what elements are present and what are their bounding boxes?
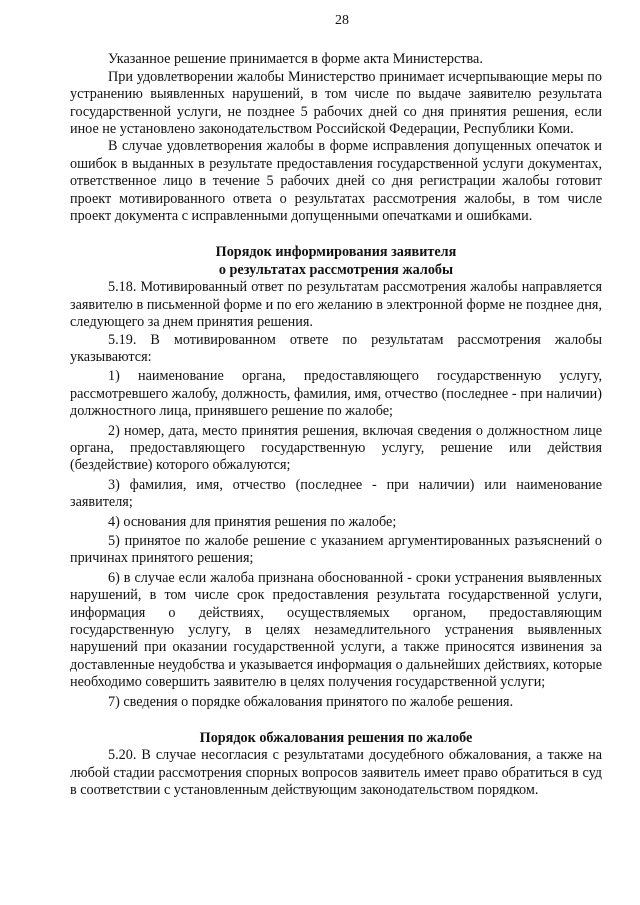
document-page [70, 12, 602, 800]
list-item: 5) принятое по жалобе решение с указанием аргументированных разъяснений о причинах принятого решения; [70, 532, 602, 567]
list-item: 6) в случае если жалоба признана обоснованной - сроки устранения выявленных нарушений, в том числе срок предоставления результата государственной услуги, информация о действиях, осуществляемых органом, предоставляющим государственную услугу, в целях незамедлительного устранения выявленных нарушений при оказании государственной услуги, а также приносятся извинения за доставленные неудобства и указывается информация о дальнейших действиях, которые необходимо совершить заявителю в целях получения государственной услуги; [70, 569, 602, 691]
paragraph-act-form: Указанное решение принимается в форме акта Министерства. [108, 51, 483, 68]
paragraph-5-20: 5.20. В случае несогласия с результатами досудебного обжалования, а также на любой стадии рассмотрения спорных вопросов заявитель имеет право обратиться в суд в соответствии с установленным действующим законодательством порядком. [70, 747, 602, 799]
list-item: 4) основания для принятия решения по жалобе; [108, 513, 397, 530]
section-heading-informing-line2: о результатах рассмотрения жалобы [218, 261, 454, 278]
paragraph-satisfaction-measures: При удовлетворении жалобы Министерство принимает исчерпывающие меры по устранению выявленных нарушений, в том числе по выдаче заявителю результата государственной услуги, не позднее 5 рабочих дней со дня принятия решения, если иное не установлено законодательством Российской Федерации, Республики Коми. [70, 68, 602, 138]
list-item: 3) фамилия, имя, отчество (последнее - при наличии) или наименование заявителя; [70, 476, 602, 511]
list-item: 1) наименование органа, предоставляющего государственную услугу, рассмотревшего жалобу, должность, фамилия, имя, отчество (последнее - при наличии) должностного лица, принявшего решение по жалобе; [70, 368, 602, 420]
section-heading-appeal: Порядок обжалования решения по жалобе [199, 730, 473, 747]
response-contents-list [70, 368, 602, 711]
section-heading-informing [70, 244, 602, 279]
paragraph-5-18: 5.18. Мотивированный ответ по результатам рассмотрения жалобы направляется заявителю в письменной форме и по его желанию в электронной форме не позднее дня, следующего за днем принятия решения. [70, 279, 602, 331]
list-item: 2) номер, дата, место принятия решения, включая сведения о должностном лице органа, предоставляющего государственную услугу, решение или действия (бездействие) которого обжалуются; [70, 422, 602, 474]
section-heading-informing-line1: Порядок информирования заявителя [215, 244, 457, 261]
paragraph-typo-correction: В случае удовлетворения жалобы в форме исправления допущенных опечаток и ошибок в выданных в результате предоставления государственной услуги документах, ответственное лицо в течение 5 рабочих дней со дня регистрации жалобы готовит проект мотивированного ответа о результатах рассмотрения жалобы, в том числе проект документа с исправленными допущенными опечатками и ошибками. [70, 138, 602, 225]
list-item: 7) сведения о порядке обжалования принятого по жалобе решения. [108, 693, 514, 710]
paragraph-5-19: 5.19. В мотивированном ответе по результатам рассмотрения жалобы указываются: [70, 331, 602, 365]
page-number: 28 [335, 13, 349, 28]
